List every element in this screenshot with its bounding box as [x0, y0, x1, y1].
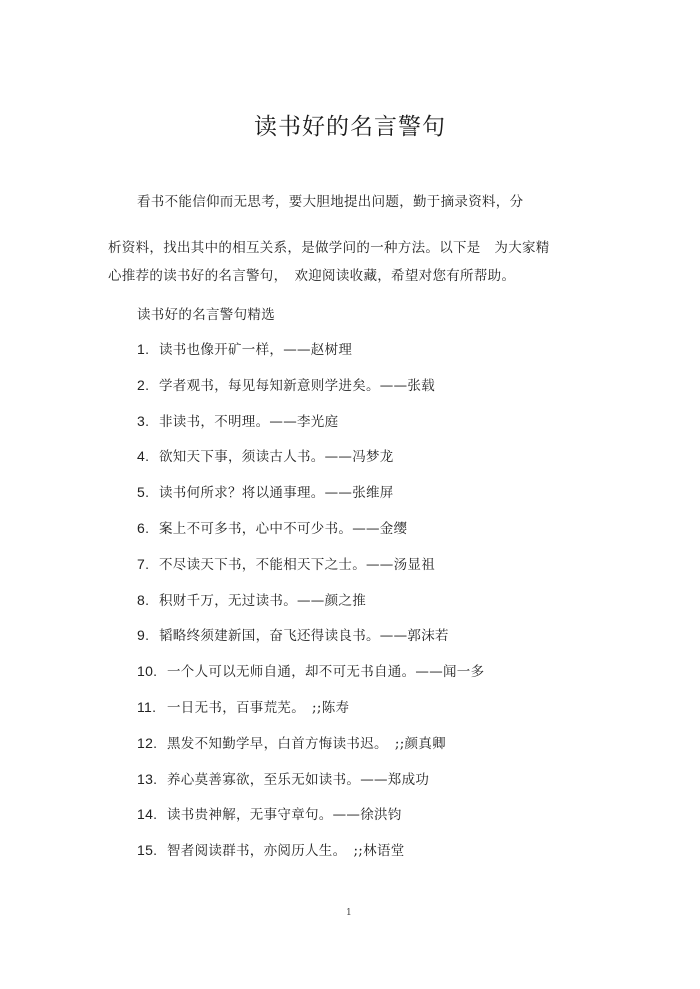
quote-number: 4. — [137, 448, 150, 465]
quote-item — [137, 839, 484, 875]
quote-item — [137, 696, 484, 732]
quote-text: 读书贵神解，无事守章句。——徐洪钧 — [167, 807, 402, 824]
intro-paragraph-line-1: 看书不能信仰而无思考，要大胆地提出问题，勤于摘录资料，分 — [137, 194, 524, 210]
quote-number: 15. — [137, 842, 158, 859]
quote-list — [137, 338, 484, 875]
quote-text: 学者观书，每见每知新意则学进矣。——张载 — [159, 377, 435, 394]
quote-item — [137, 768, 484, 804]
quote-text: 一个人可以无师自通，却不可无书自通。——闻一多 — [167, 664, 485, 681]
quote-number: 11. — [137, 698, 157, 715]
section-heading: 读书好的名言警句精选 — [137, 307, 275, 323]
quote-item — [137, 445, 484, 481]
quote-text: 案上不可多书，心中不可少书。——金缨 — [159, 520, 408, 537]
quote-text: 积财千万，无过读书。——颜之推 — [159, 592, 366, 609]
quote-number: 8. — [137, 591, 150, 608]
quote-number: 3. — [137, 412, 150, 429]
quote-item — [137, 660, 484, 696]
quote-item — [137, 732, 484, 768]
quote-text: 一日无书，百事荒芜。 ;;陈寿 — [167, 699, 350, 716]
quote-number: 12. — [137, 734, 158, 751]
quote-item — [137, 481, 484, 517]
quote-number: 5. — [137, 484, 150, 501]
quote-number: 7. — [137, 555, 150, 572]
page-number: 1 — [346, 908, 352, 918]
quote-number: 13. — [137, 770, 158, 787]
quote-item — [137, 624, 484, 660]
quote-item — [137, 517, 484, 553]
quote-item — [137, 338, 484, 374]
quote-text: 非读书，不明理。——李光庭 — [159, 413, 339, 430]
quote-number: 1. — [137, 341, 150, 357]
quote-item — [137, 374, 484, 410]
quote-number: 10. — [137, 663, 158, 680]
quote-text: 不尽读天下书，不能相天下之士。——汤显祖 — [159, 556, 435, 573]
intro-paragraph-line-2: 析资料，找出其中的相互关系，是做学问的一种方法。以下是 为大家精 — [108, 240, 550, 256]
quote-text: 黑发不知勤学早，白首方悔读书迟。 ;;颜真卿 — [167, 735, 446, 752]
quote-text: 智者阅读群书，亦阅历人生。 ;;林语堂 — [167, 843, 405, 860]
quote-text: 读书何所求？将以通事理。——张维屏 — [159, 485, 394, 502]
quote-text: 欲知天下事，须读古人书。——冯梦龙 — [159, 449, 394, 466]
quote-item — [137, 589, 484, 625]
quote-text: 韬略终须建新国，奋飞还得读良书。——郭沫若 — [159, 628, 449, 645]
intro-paragraph-line-3: 心推荐的读书好的名言警句， 欢迎阅读收藏，希望对您有所帮助。 — [108, 268, 516, 284]
quote-number: 9. — [137, 627, 150, 644]
quote-text: 养心莫善寡欲，至乐无如读书。——郑成功 — [167, 771, 430, 788]
quote-number: 2. — [137, 376, 150, 393]
quote-text: 读书也像开矿一样，——赵树理 — [159, 342, 353, 358]
quote-number: 14. — [137, 806, 158, 823]
quote-number: 6. — [137, 519, 150, 536]
quote-item — [137, 410, 484, 446]
page-title: 读书好的名言警句 — [254, 114, 446, 140]
quote-item — [137, 553, 484, 589]
quote-item — [137, 803, 484, 839]
